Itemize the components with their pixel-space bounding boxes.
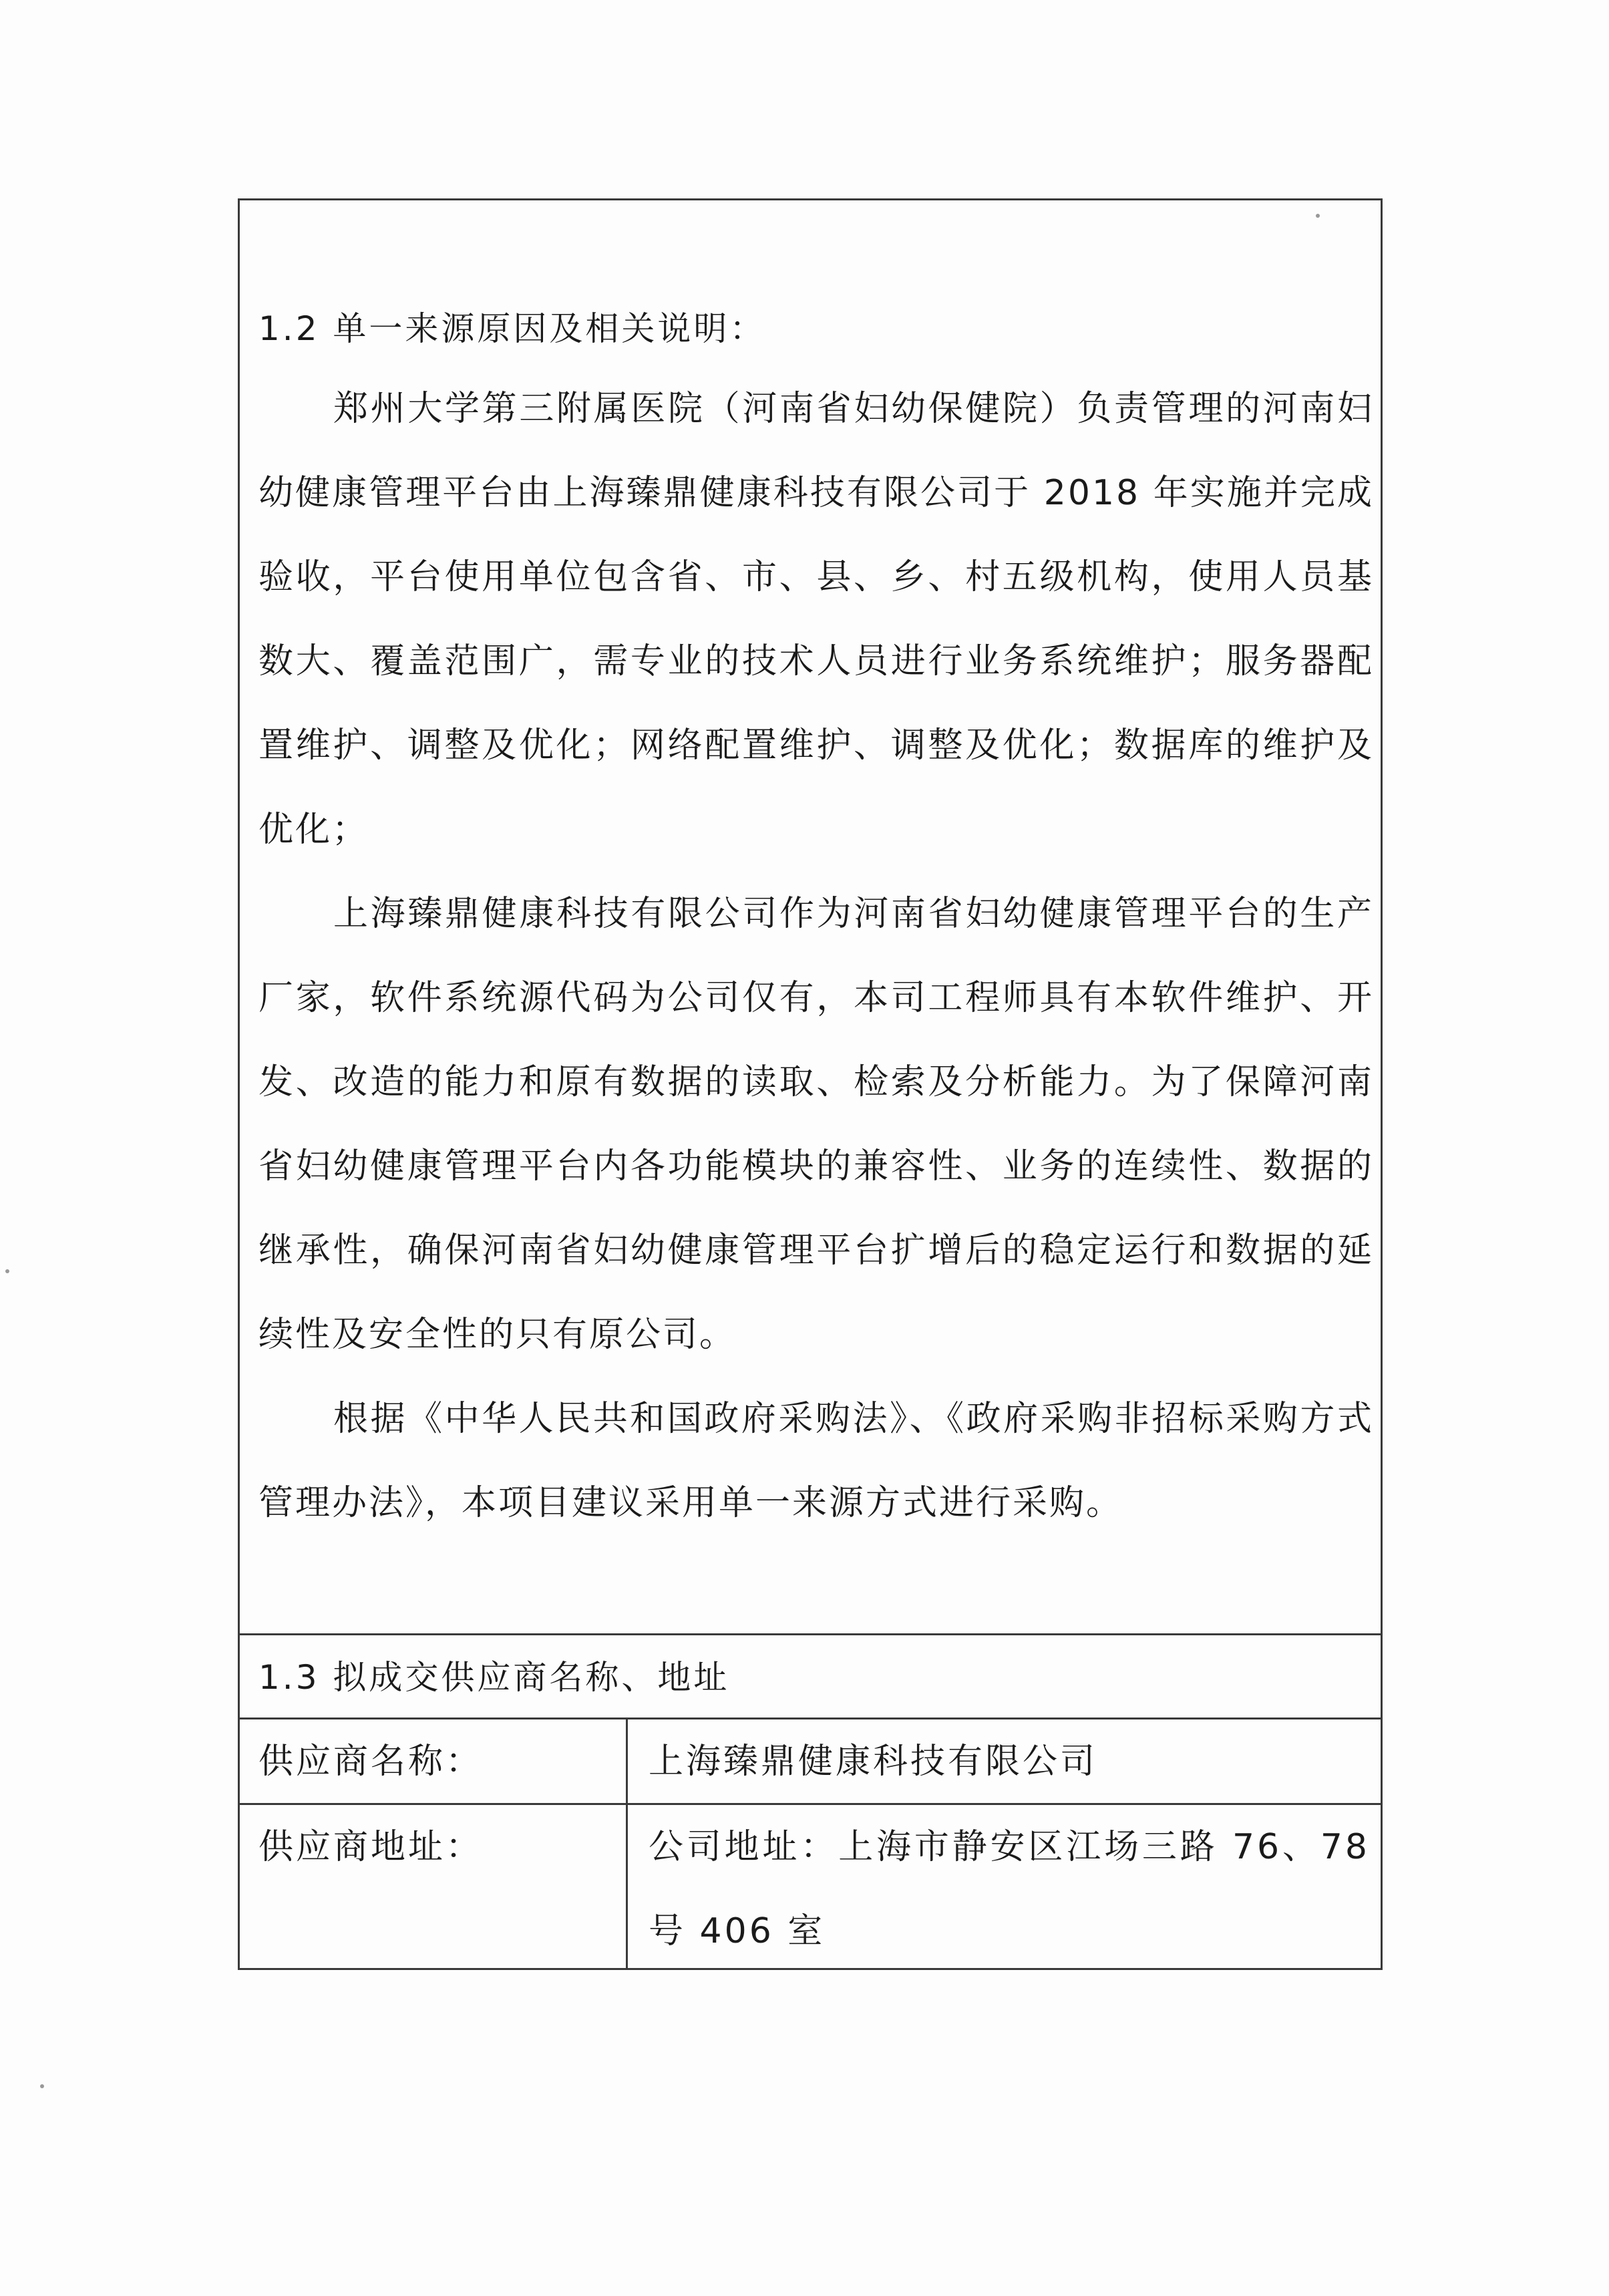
supplier-name-row <box>240 1719 1381 1805</box>
supplier-address-value: 公司地址：上海市静安区江场三路 76、78 号 406 室 <box>649 1827 1370 1951</box>
column-divider <box>626 1719 628 1803</box>
section-1-2-paragraph-1: 郑州大学第三附属医院（河南省妇幼保健院）负责管理的河南妇幼健康管理平台由上海臻鼎健康科技有限公司于 2018 年实施并完成验收，平台使用单位包含省、市、县、乡、村五级机构，使用人员基数大、覆盖范围广，需专业的技术人员进行业务系统维护；服务器配置维护、调整及优化；网络配置维护、调整及优化；数据库的维护及优化； <box>258 389 1374 850</box>
supplier-name-label: 供应商名称： <box>258 1742 484 1782</box>
section-1-3-heading: 1.3 拟成交供应商名称、地址 <box>258 1658 730 1697</box>
scan-speck <box>40 2084 44 2088</box>
section-1-3 <box>240 1635 1381 1719</box>
section-1-2-paragraph-2: 上海臻鼎健康科技有限公司作为河南省妇幼健康管理平台的生产厂家，软件系统源代码为公司仅有，本司工程师具有本软件维护、开发、改造的能力和原有数据的读取、检索及分析能力。为了保障河南省妇幼健康管理平台内各功能模块的兼容性、业务的连续性、数据的继承性，确保河南省妇幼健康管理平台扩增后的稳定运行和数据的延续性及安全性的只有原公司。 <box>258 894 1374 1355</box>
section-1-2 <box>240 200 1381 1635</box>
supplier-address-row <box>240 1805 1381 1970</box>
supplier-name-value: 上海臻鼎健康科技有限公司 <box>649 1742 1098 1782</box>
section-1-2-paragraph-3: 根据《中华人民共和国政府采购法》、《政府采购非招标采购方式管理办法》，本项目建议采用单一来源方式进行采购。 <box>258 1399 1374 1523</box>
supplier-address-label: 供应商地址： <box>258 1827 484 1867</box>
section-1-2-heading: 1.2 单一来源原因及相关说明： <box>258 309 766 348</box>
scan-speck <box>5 1269 9 1273</box>
column-divider <box>626 1805 628 1970</box>
scan-speck <box>1316 214 1320 218</box>
form-table <box>238 198 1383 1970</box>
